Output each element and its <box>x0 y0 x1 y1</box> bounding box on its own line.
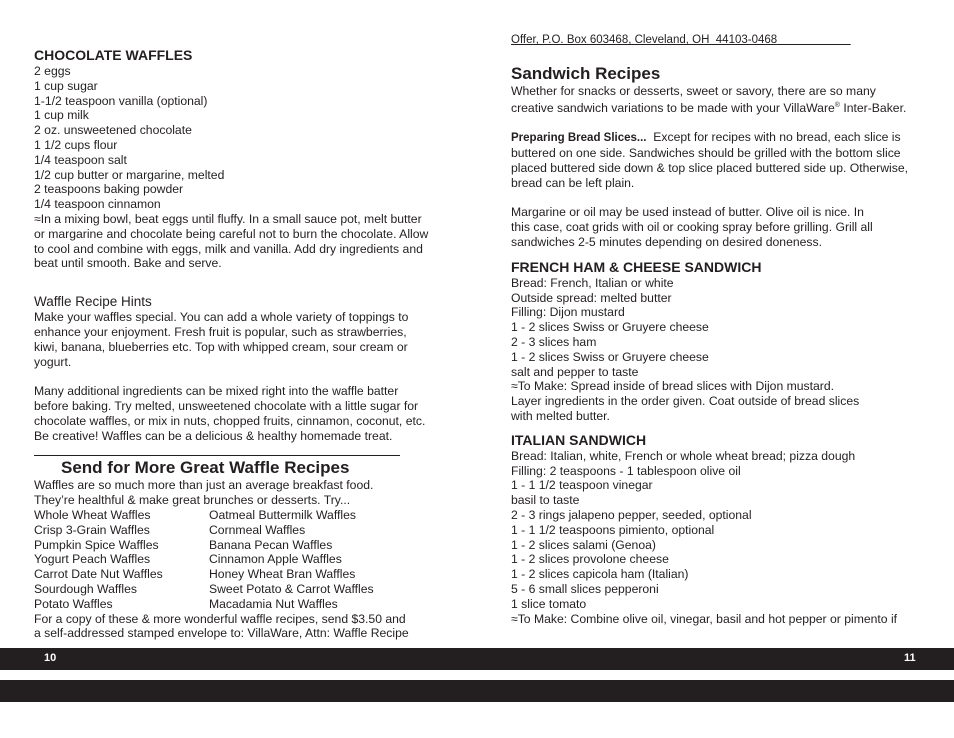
page-number-left: 10 <box>44 652 57 664</box>
recipe-name: Sweet Potato & Carrot Waffles <box>209 581 374 596</box>
text-line: 1 - 2 slices provolone cheese <box>511 552 669 567</box>
offer-address-line: Offer, P.O. Box 603468, Cleveland, OH 44103-0468 <box>511 34 778 46</box>
right-page <box>511 0 931 626</box>
recipe-name: Potato Waffles <box>34 596 113 611</box>
recipe-name: Whole Wheat Waffles <box>34 507 151 522</box>
text-line: chocolate waffles, or mix in nuts, chopped fruits, cinnamon, coconut, etc. <box>34 413 426 428</box>
recipe-name: Oatmeal Buttermilk Waffles <box>209 507 356 522</box>
text-line: Waffles are so much more than just an average breakfast food. <box>34 478 374 493</box>
recipe-name: Macadamia Nut Waffles <box>209 596 338 611</box>
text-line: yogurt. <box>34 354 72 369</box>
recipe-row <box>34 582 444 597</box>
page-number-right: 11 <box>904 652 916 664</box>
hints-paragraph-2 <box>34 384 444 443</box>
recipe-name: Pumpkin Spice Waffles <box>34 537 159 552</box>
recipe-row <box>34 523 444 538</box>
footer-bar <box>0 648 954 670</box>
text-line: Be creative! Waffles can be a delicious & healthy homemade treat. <box>34 428 393 443</box>
text-line: ≈To Make: Combine olive oil, vinegar, basil and hot pepper or pimento if <box>511 611 898 626</box>
text-line: buttered on one side. Sandwiches should be grilled with the bottom slice <box>511 146 901 161</box>
recipe-row <box>34 552 444 567</box>
recipe-list <box>34 508 444 612</box>
recipe-name: Cinnamon Apple Waffles <box>209 552 342 567</box>
text-line: 1-1/2 teaspoon vanilla (optional) <box>34 93 208 108</box>
sandwich-intro-1: Whether for snacks or desserts, sweet or savory, there are so many <box>511 84 876 98</box>
text-line: this case, coat grids with oil or cooking spray before grilling. Grill all <box>511 220 873 235</box>
left-page <box>34 0 444 641</box>
text-line: Outside spread: melted butter <box>511 290 672 305</box>
text-line: 2 - 3 rings jalapeno pepper, seeded, optional <box>511 507 752 522</box>
text-line: 1 slice tomato <box>511 596 587 611</box>
text-line: with melted butter. <box>511 409 610 423</box>
text-line: 1 1/2 cups flour <box>34 137 118 152</box>
text-line: 1 - 1 1/2 teaspoons pimiento, optional <box>511 522 715 537</box>
chocolate-ingredients <box>34 64 444 212</box>
text-line: or margarine and chocolate being careful not to burn the chocolate. Allow <box>34 226 429 241</box>
recipe-name: Yogurt Peach Waffles <box>34 552 151 567</box>
text-line: 2 oz. unsweetened chocolate <box>34 123 192 138</box>
text-line: Bread: Italian, white, French or whole wheat bread; pizza dough <box>511 448 856 463</box>
recipe-name: Honey Wheat Bran Waffles <box>209 567 356 582</box>
text-line: ≈In a mixing bowl, beat eggs until fluffy. In a small sauce pot, melt butter <box>34 211 422 226</box>
prep-paragraph <box>511 146 931 190</box>
text-line: kiwi, banana, blueberries etc. Top with whipped cream, sour cream or <box>34 339 408 354</box>
text-line: Make your waffles special. You can add a whole variety of toppings to <box>34 310 409 325</box>
prep-first-line: Preparing Bread Slices... Except for recipes with no bread, each slice is <box>511 130 901 145</box>
send-recipes-title: Send for More Great Waffle Recipes <box>61 458 350 478</box>
text-line: 1 - 2 slices salami (Genoa) <box>511 537 656 552</box>
text-line: 2 teaspoons baking powder <box>34 182 184 197</box>
text-line: Bread: French, Italian or white <box>511 275 674 290</box>
text-line: Filling: Dijon mustard <box>511 305 625 320</box>
text-line: bread can be left plain. <box>511 175 635 190</box>
recipe-name: Sourdough Waffles <box>34 581 137 596</box>
text-line: 5 - 6 small slices pepperoni <box>511 581 659 596</box>
italian-sandwich-lines <box>511 449 931 627</box>
text-line: to cool and combine with eggs, milk and vanilla. Add dry ingredients and <box>34 241 423 256</box>
text-line: 1 cup sugar <box>34 78 98 93</box>
italian-sandwich-title: ITALIAN SANDWICH <box>511 431 647 448</box>
chocolate-method <box>34 212 444 271</box>
waffle-hints-title: Waffle Recipe Hints <box>34 294 152 310</box>
text-line: 2 - 3 slices ham <box>511 335 597 350</box>
text-line: before baking. Try melted, unsweetened chocolate with a little sugar for <box>34 398 419 413</box>
text-line: ≈To Make: Spread inside of bread slices with Dijon mustard. <box>511 379 835 394</box>
text-line: 1/4 teaspoon cinnamon <box>34 197 161 212</box>
text-line: 2 eggs <box>34 64 71 78</box>
send-outro <box>34 612 444 642</box>
prep-label: Preparing Bread Slices... <box>511 132 647 145</box>
chocolate-waffles-title: CHOCOLATE WAFFLES <box>34 47 193 63</box>
sandwich-recipes-title: Sandwich Recipes <box>511 64 661 83</box>
french-ham-title: FRENCH HAM & CHEESE SANDWICH <box>511 258 762 275</box>
text-line: placed buttered side down & top slice placed buttered side up. Otherwise, <box>511 161 909 176</box>
text-line: Margarine or oil may be used instead of butter. Olive oil is nice. In <box>511 205 864 220</box>
text-line: basil to taste <box>511 493 580 508</box>
recipe-row <box>34 508 444 523</box>
text-line: Many additional ingredients can be mixed right into the waffle batter <box>34 384 399 399</box>
recipe-name: Carrot Date Nut Waffles <box>34 567 163 582</box>
text-line: 1/2 cup butter or margarine, melted <box>34 167 225 182</box>
recipe-row <box>34 567 444 582</box>
french-ham-lines <box>511 276 931 424</box>
text-line: sandwiches 2-5 minutes depending on desired doneness. <box>511 235 822 250</box>
text-line: 1 - 2 slices Swiss or Gruyere cheese <box>511 320 709 335</box>
margarine-paragraph <box>511 205 931 249</box>
recipe-row <box>34 538 444 553</box>
text-line: salt and pepper to taste <box>511 364 639 379</box>
text-line: For a copy of these & more wonderful waffle recipes, send $3.50 and <box>34 611 406 626</box>
text-line: 1/4 teaspoon salt <box>34 152 127 167</box>
text-line: Filling: 2 teaspoons - 1 tablespoon olive oil <box>511 463 741 478</box>
recipe-row <box>34 597 444 612</box>
text-line: beat until smooth. Bake and serve. <box>34 256 222 271</box>
recipe-name: Cornmeal Waffles <box>209 522 306 537</box>
text-line: 1 - 2 slices capicola ham (Italian) <box>511 567 689 582</box>
hints-paragraph-1 <box>34 310 444 369</box>
text-line: Layer ingredients in the order given. Coat outside of bread slices <box>511 394 860 409</box>
text-line: a self-addressed stamped envelope to: VillaWare, Attn: Waffle Recipe <box>34 626 409 641</box>
sandwich-intro-2: creative sandwich variations to be made with your VillaWare® Inter-Baker. <box>511 100 907 115</box>
bottom-bar <box>0 680 954 702</box>
text-line: 1 - 1 1/2 teaspoon vinegar <box>511 478 653 493</box>
text-line: enhance your enjoyment. Fresh fruit is popular, such as strawberries, <box>34 324 407 339</box>
text-line: 1 - 2 slices Swiss or Gruyere cheese <box>511 349 709 364</box>
text-line: 1 cup milk <box>34 108 89 123</box>
recipe-name: Banana Pecan Waffles <box>209 537 333 552</box>
send-intro <box>34 478 444 508</box>
text-line: They’re healthful & make great brunches or desserts. Try... <box>34 493 351 508</box>
recipe-name: Crisp 3-Grain Waffles <box>34 522 150 537</box>
